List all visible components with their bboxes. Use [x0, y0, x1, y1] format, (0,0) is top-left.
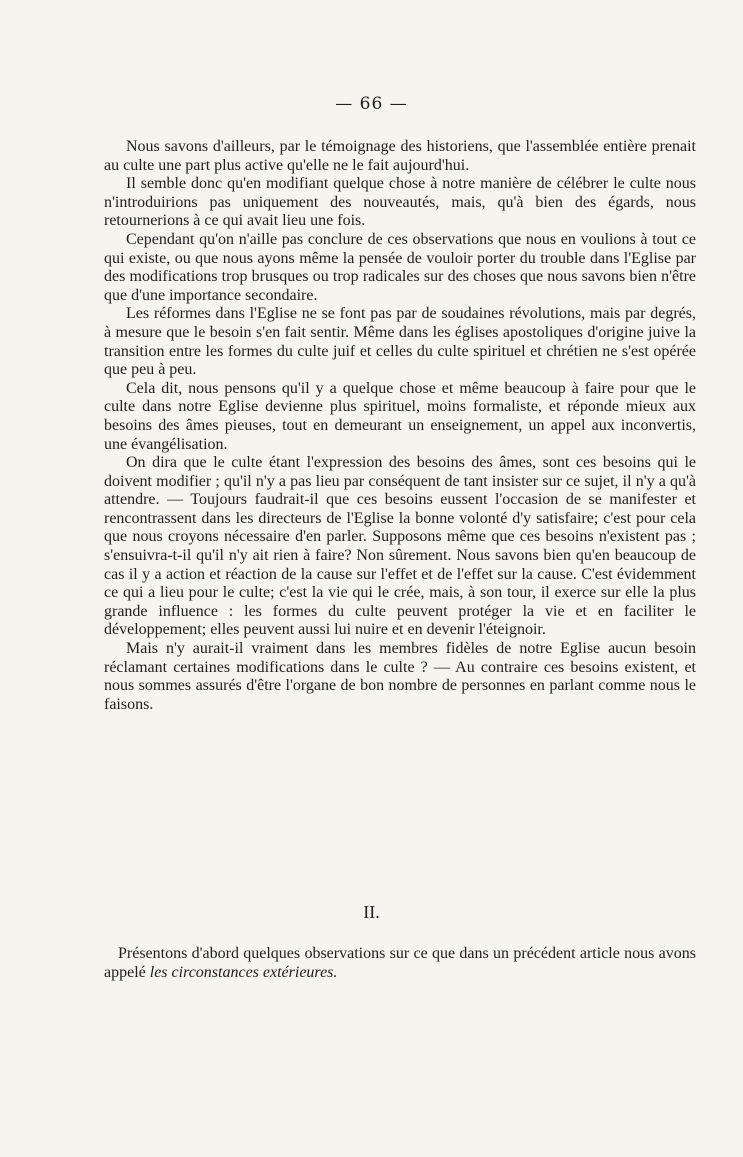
section-paragraph [104, 945, 696, 982]
page-number: — 66 — [335, 94, 408, 114]
paragraph: Les réformes dans l'Eglise ne se font pas par de soudaines révolutions, mais par degrés, à mesure que le besoin s'en fait sentir. Même dans les églises apostoliques d'origine juive la transition entre les formes du culte juif et celles du culte spirituel et chrétien ne s'est opérée que peu à peu. [104, 305, 696, 379]
section-text [104, 945, 696, 982]
paragraph: Mais n'y aurait-il vraiment dans les membres fidèles de notre Eglise aucun besoin réclamant certaines modifications dans le culte ? — Au contraire ces besoins existent, et nous sommes assurés d'être l'organe de bon nombre de personnes en parlant comme nous le faisons. [104, 640, 696, 713]
paragraph: Il semble donc qu'en modifiant quelque chose à notre manière de célébrer le culte nous n'introduirions pas uniquement des nouveautés, mais, qu'à bien des égards, nous retournerions à ce qui avait lieu une fois. [104, 175, 696, 230]
section-text-italic: les circonstances extérieures. [149, 963, 338, 981]
paragraph: On dira que le culte étant l'expression des besoins des âmes, sont ces besoins qui le doivent modifier ; qu'il n'y a pas lieu par conséquent de tant insister sur ce sujet, il n'y a qu'à attendre. — Toujours faudrait-il que ces besoins eussent l'occasion de se manifester et rencontrassent dans les directeurs de l'Eglise la bonne volonté d'y satisfaire; c'est pour cela que nous croyons nécessaire d'en parler. Supposons même que ces besoins n'existent pas ; s'ensuivra-t-il qu'il n'y ait rien à faire? Non sûrement. Nous savons bien qu'en beaucoup de cas il y a action et réaction de la cause sur l'effet et de l'effet sur la cause. C'est évidemment ce qui a lieu pour le culte; c'est la vie qui le crée, mais, à son tour, il exerce sur elle la plus grande influence : les formes du culte peuvent protéger la vie et en faciliter le développement; elles peuvent aussi lui nuire et en devenir l'éteignoir. [104, 454, 696, 639]
paragraph: Nous savons d'ailleurs, par le témoignage des historiens, que l'assemblée entière prenait au culte une part plus active qu'elle ne le fait aujourd'hui. [104, 138, 696, 174]
paragraph: Cependant qu'on n'aille pas conclure de ces observations que nous en voulions à tout ce qui existe, ou que nous ayons même la pensée de vouloir porter du trouble dans l'Eglise par des modifications trop brusques ou trop radicales sur des choses que nous savons bien n'être que d'une importance secondaire. [104, 230, 696, 304]
section-heading: II. [363, 902, 380, 922]
paragraph: Cela dit, nous pensons qu'il y a quelque chose et même beaucoup à faire pour que le culte dans notre Eglise devienne plus spirituel, moins formaliste, et réponde mieux aux besoins des âmes pieuses, tout en demeurant un enseignement, un appel aux inconvertis, une évangélisation. [104, 379, 696, 453]
body-text [104, 138, 696, 714]
section-text-lead: Présentons d'abord quelques observations sur ce que dans un précédent article nous avons appelé [104, 945, 696, 981]
